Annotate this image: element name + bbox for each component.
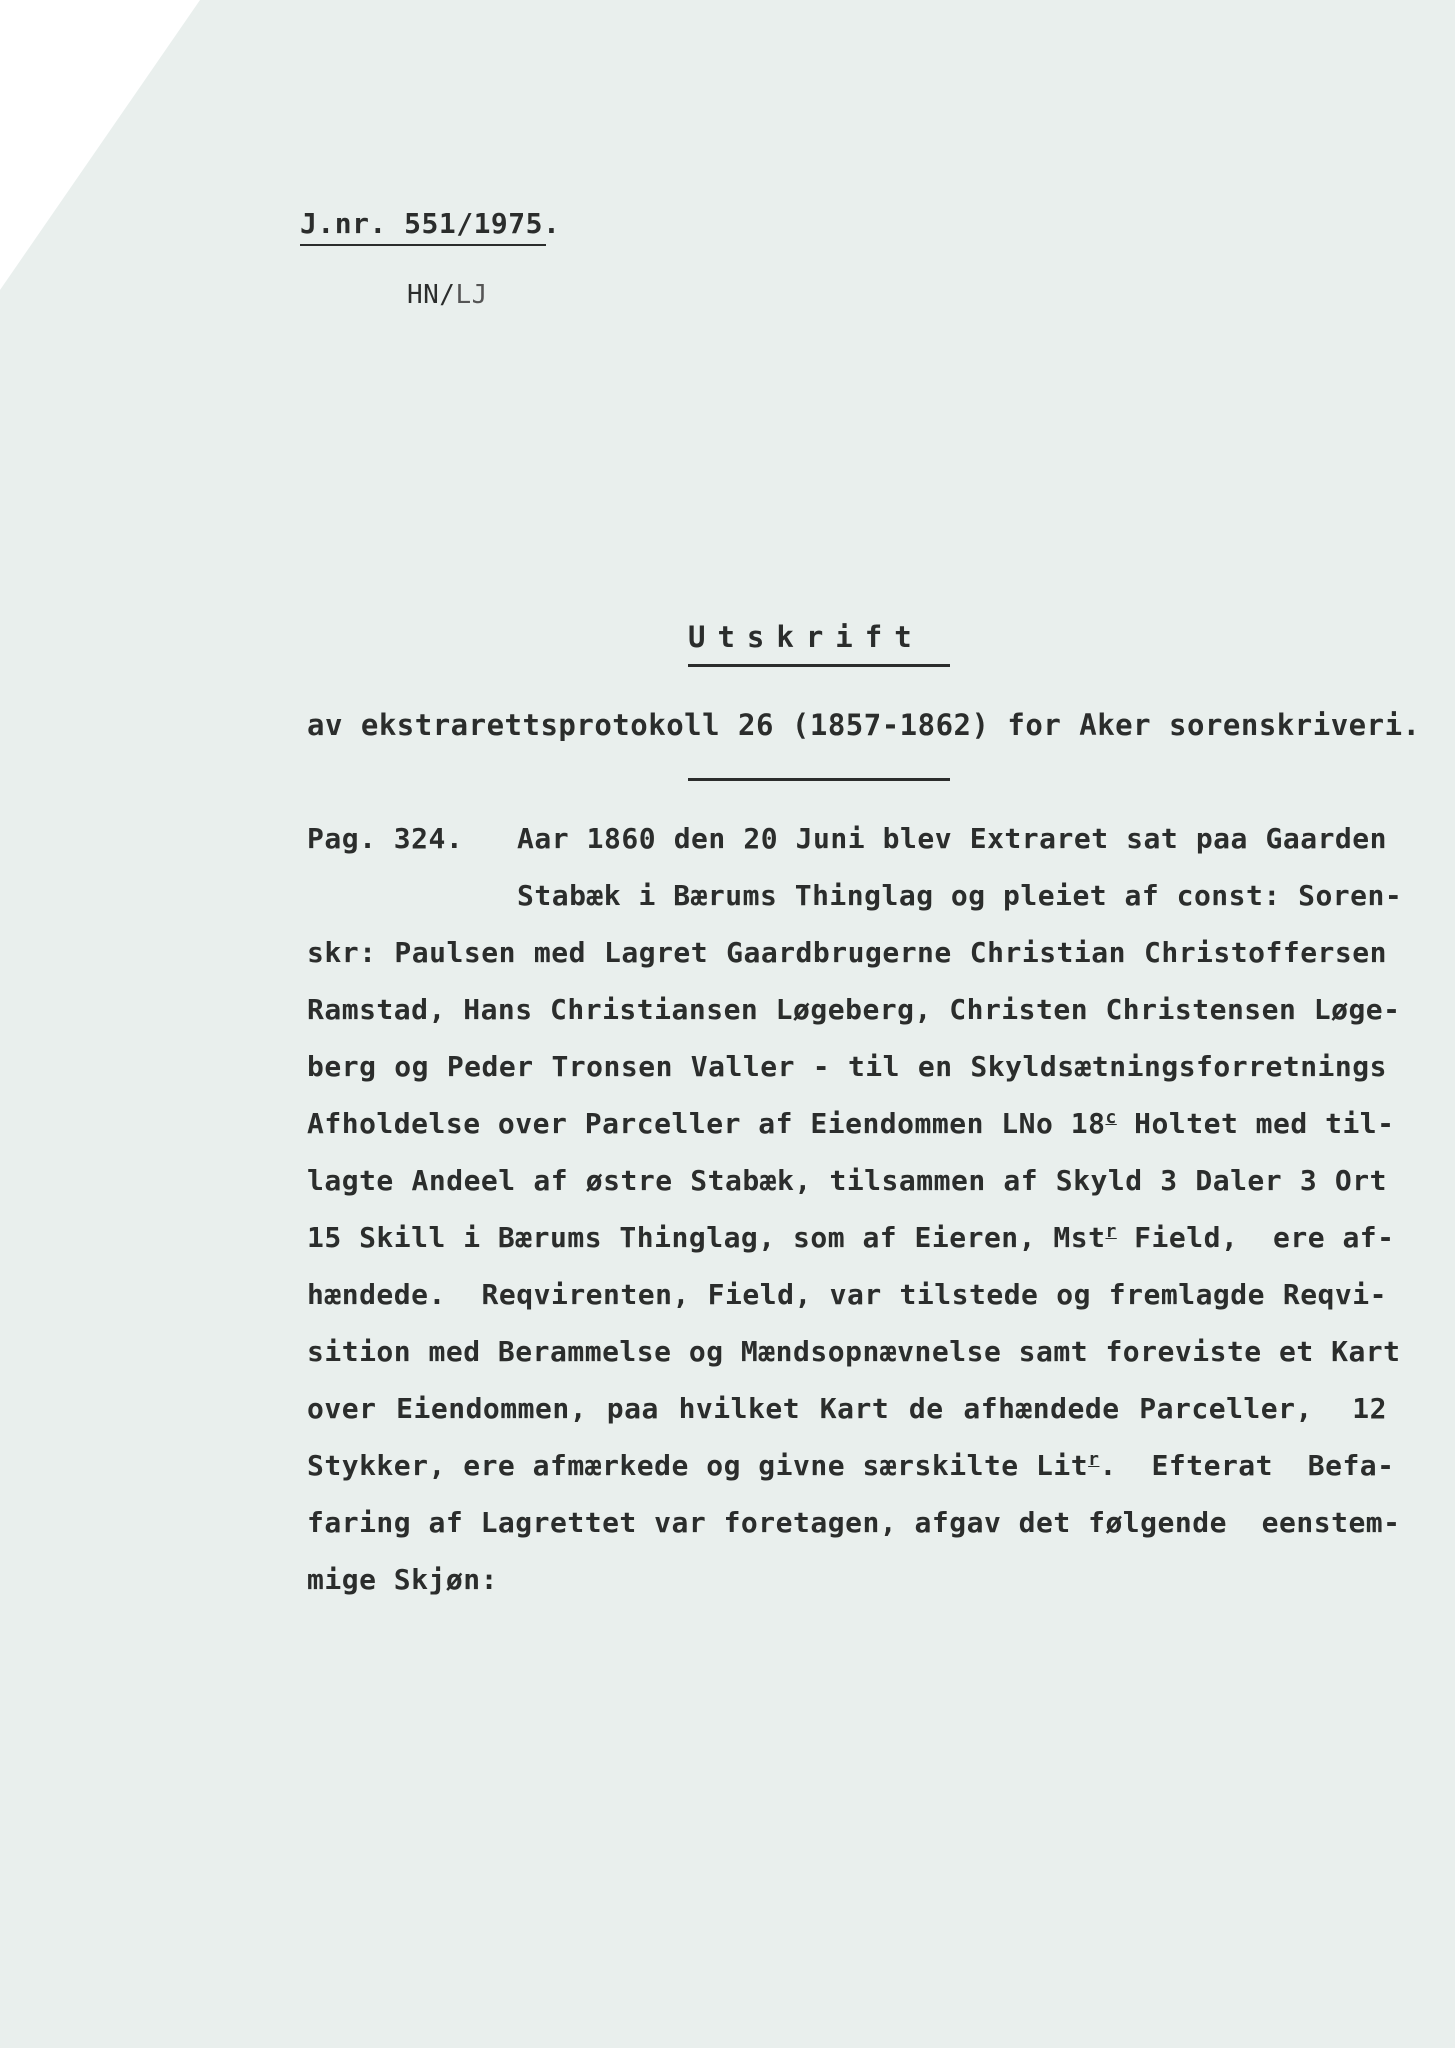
body-line: lagte Andeel af østre Stabæk, tilsammen af Skyld 3 Daler 3 Ort [307, 1164, 1387, 1197]
body-line: faring af Lagrettet var foretagen, afgav det følgende eenstem- [307, 1506, 1401, 1539]
body-line-12-end: . Efterat Befa- [1099, 1449, 1395, 1482]
body-line: hændede. Reqvirenten, Field, var tilstede og fremlagde Reqvi- [307, 1278, 1387, 1311]
superscript-r: r [1105, 1221, 1117, 1242]
document-heading: Utskrift [688, 620, 924, 654]
body-line-8-start: 15 Skill i Bærums Thinglag, som af Eieren, Mst [307, 1221, 1106, 1254]
body-line: mige Skjøn: [307, 1563, 498, 1596]
page-corner-cut [0, 0, 200, 290]
page-reference: Pag. 324. [307, 822, 464, 855]
heading-underline [688, 664, 950, 667]
body-line-6-start: Afholdelse over Parceller af Eiendommen LNo 18 [307, 1107, 1106, 1140]
body-line: berg og Peder Tronsen Valler - til en Skyldsætningsforretnings [307, 1050, 1387, 1083]
journal-reference-underline [300, 244, 546, 246]
body-line-12 [307, 1449, 1395, 1482]
body-line: Aar 1860 den 20 Juni blev Extraret sat paa Gaarden [517, 822, 1387, 855]
body-line: Ramstad, Hans Christiansen Løgeberg, Christen Christensen Løge- [307, 993, 1401, 1026]
body-line: skr: Paulsen med Lagret Gaardbrugerne Christian Christoffersen [307, 936, 1387, 969]
journal-reference: J.nr. 551/1975. [300, 207, 561, 240]
body-line-8-end: Field, ere af- [1116, 1221, 1395, 1254]
document-subheading: av ekstrarettsprotokoll 26 (1857-1862) for Aker sorenskriveri. [307, 708, 1421, 742]
body-line-12-start: Stykker, ere afmærkede og givne særskilte Lit [307, 1449, 1089, 1482]
superscript-r: r [1088, 1449, 1100, 1470]
body-line: over Eiendommen, paa hvilket Kart de afhændede Parceller, 12 [307, 1392, 1387, 1425]
body-line: sition med Berammelse og Mændsopnævnelse samt foreviste et Kart [307, 1335, 1401, 1368]
initials [407, 280, 488, 310]
initials-hn: HN/ [407, 280, 456, 310]
body-line-6 [307, 1107, 1395, 1140]
separator-line [688, 778, 950, 781]
body-line-6-end: Holtet med til- [1116, 1107, 1395, 1140]
superscript-c: c [1105, 1107, 1117, 1128]
body-line-8 [307, 1221, 1395, 1254]
initials-lj: LJ [455, 280, 488, 310]
body-line: Stabæk i Bærums Thinglag og pleiet af const: Soren- [517, 879, 1403, 912]
